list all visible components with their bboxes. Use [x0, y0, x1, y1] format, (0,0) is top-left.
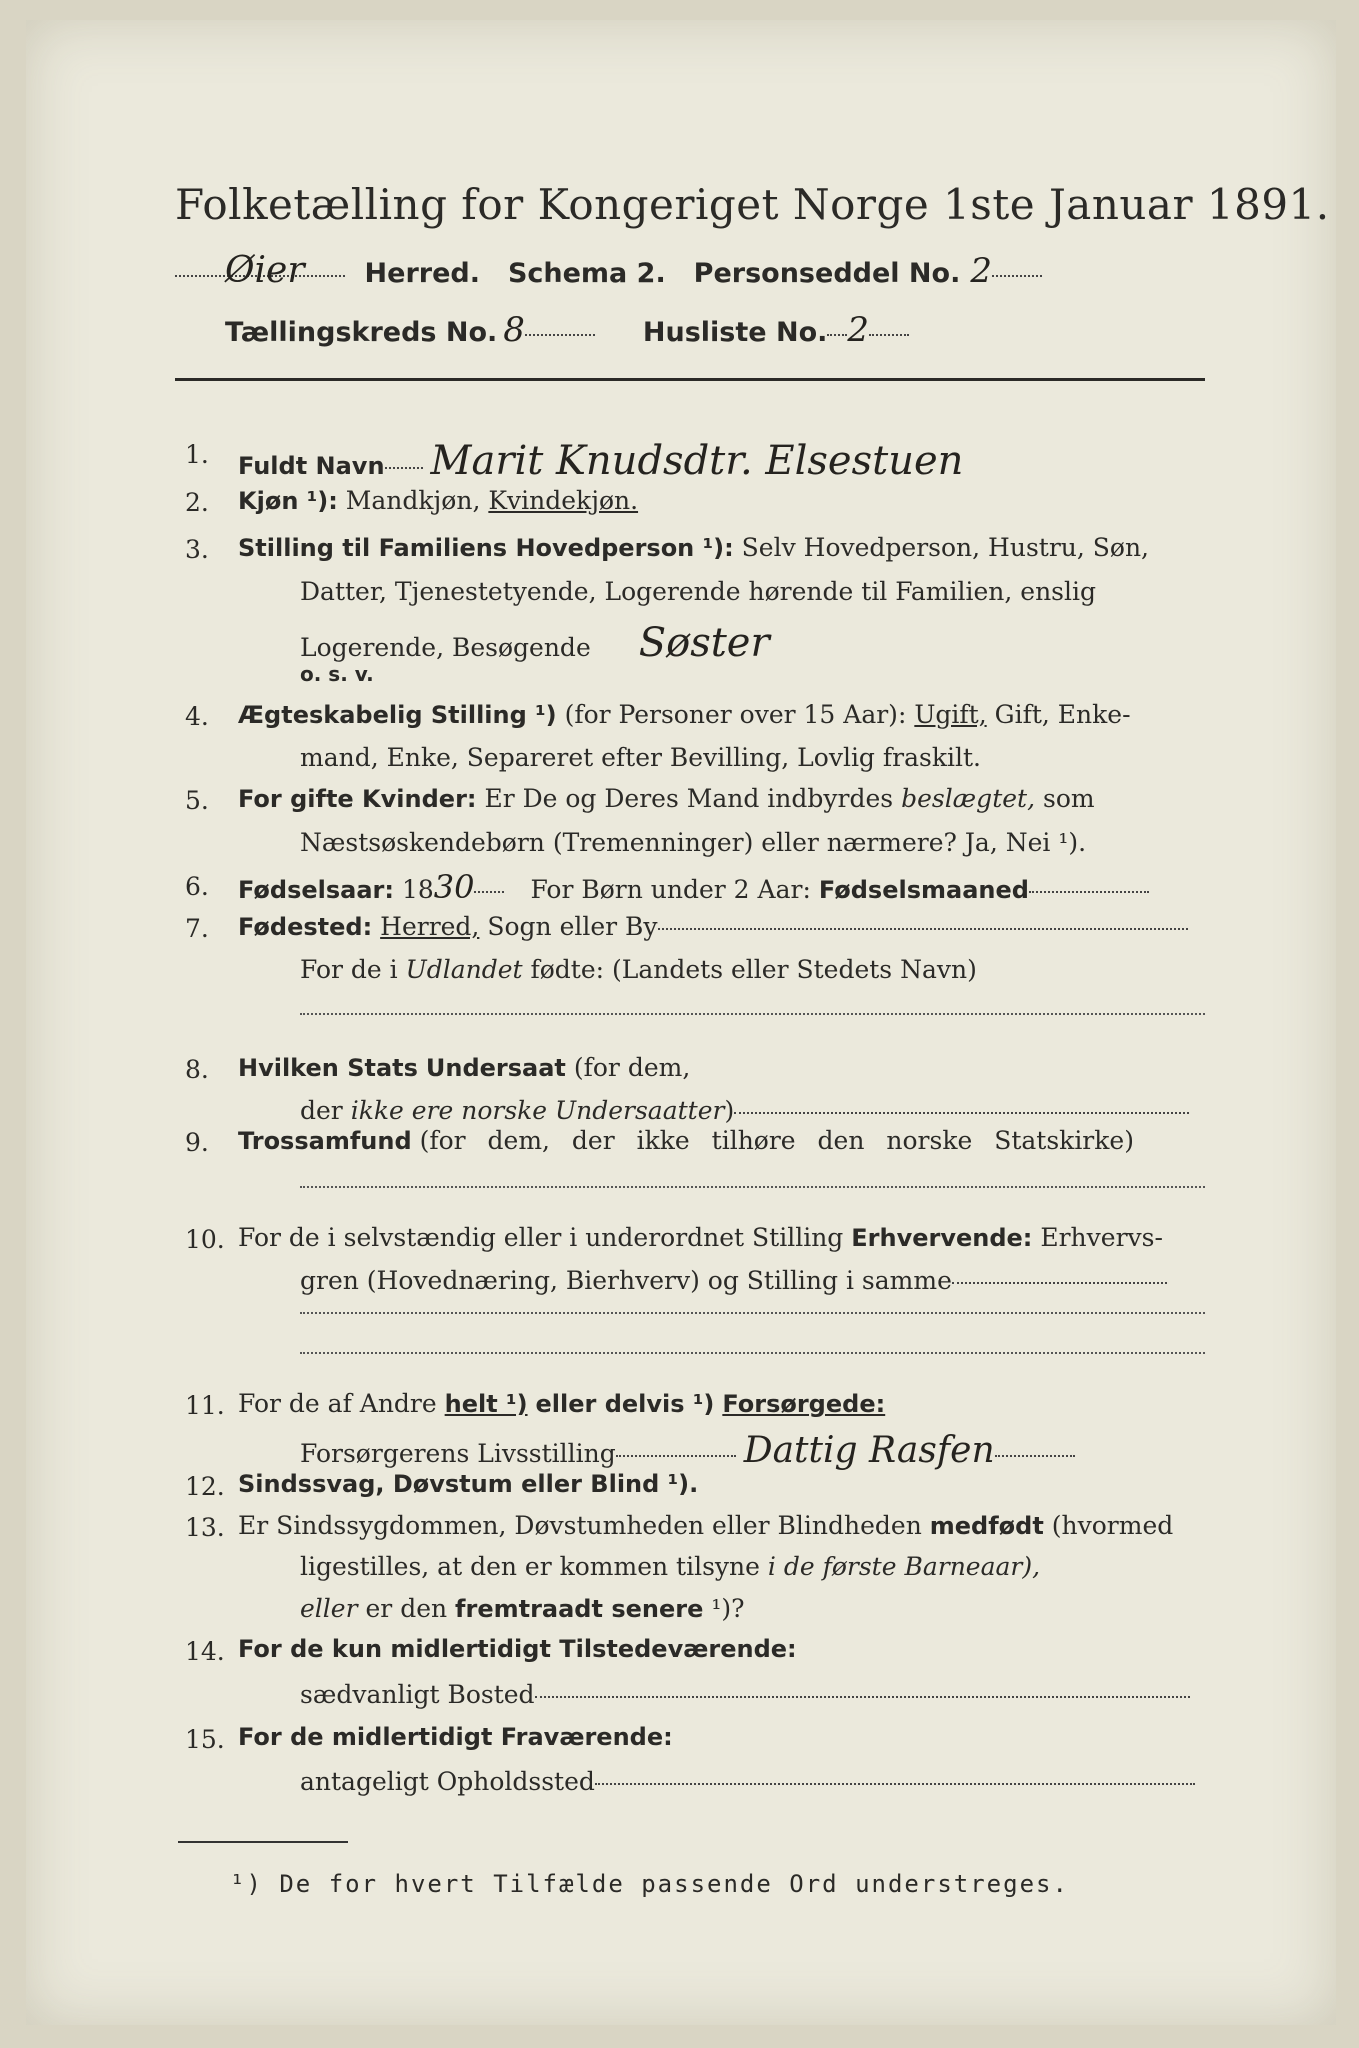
- item-7-number: 7.: [185, 914, 209, 943]
- item-6: [238, 868, 1149, 906]
- item-7-line-1: [238, 912, 1188, 941]
- kreds-value: 8: [503, 310, 525, 350]
- item-3-options-cont: Logerende, Besøgende: [300, 633, 591, 662]
- item-13-line-2: [300, 1552, 1040, 1581]
- item-14-text: sædvanligt Bosted: [300, 1680, 535, 1709]
- item-8-text-italic: ikke ere norske Undersaatter: [350, 1096, 725, 1125]
- item-8-line-1: [238, 1053, 690, 1082]
- item-7-text-italic: Udlandet: [405, 955, 523, 984]
- item-11-value: Dattig Rasfen: [743, 1430, 995, 1471]
- item-14-label: For de kun midlertidigt Tilstedeværende:: [238, 1635, 797, 1663]
- item-7-text-3: fødte: (Landets eller Stedets Navn): [530, 955, 977, 984]
- item-6-number: 6.: [185, 872, 209, 901]
- item-11-label: Forsørgede:: [722, 1390, 886, 1418]
- item-13-text: Er Sindssygdommen, Døvstumheden eller Blindheden: [238, 1511, 922, 1540]
- item-4-number: 4.: [185, 702, 209, 731]
- item-11-option-helt: helt ¹): [444, 1390, 528, 1418]
- item-4-text-2: Gift, Enke-: [994, 700, 1131, 729]
- item-5-text: Er De og Deres Mand indbyrdes: [484, 784, 894, 813]
- item-13-label: medfødt: [929, 1512, 1044, 1540]
- item-4-label: Ægteskabelig Stilling ¹): [238, 701, 557, 729]
- kreds-label: Tællingskreds No.: [225, 317, 498, 348]
- item-14-number: 14.: [185, 1637, 225, 1666]
- item-1-number: 1.: [185, 440, 209, 469]
- item-1-label: Fuldt Navn: [238, 452, 385, 480]
- item-11-text-2: Forsørgerens Livsstilling: [300, 1439, 616, 1468]
- item-13-label-2: fremtraadt senere: [455, 1595, 704, 1623]
- item-10-text: For de i selvstændig eller i underordnet Stilling: [238, 1223, 844, 1252]
- item-9-blank-line: [300, 1186, 1205, 1188]
- item-12-label: Sindssvag, Døvstum eller Blind ¹).: [238, 1470, 699, 1498]
- item-8-text-2: der: [300, 1096, 343, 1125]
- herred-value: Øier: [225, 250, 305, 291]
- item-10-text-3: gren (Hovednæring, Bierhverv) og Stilling i samme: [300, 1266, 952, 1295]
- item-7-line-2: [300, 955, 977, 984]
- item-15-label: For de midlertidigt Fraværende:: [238, 1723, 673, 1751]
- item-10-blank-line-1: [300, 1312, 1205, 1314]
- item-11-number: 11.: [185, 1391, 225, 1420]
- item-8-text-3: ): [724, 1096, 735, 1125]
- item-8-text: (for dem,: [573, 1053, 691, 1082]
- item-5-number: 5.: [185, 786, 209, 815]
- item-2: [238, 486, 638, 515]
- item-11-line-1: [238, 1389, 885, 1418]
- item-9-label: Trossamfund: [238, 1127, 412, 1155]
- item-3-label: Stilling til Familiens Hovedperson ¹):: [238, 534, 734, 562]
- item-13-text-italic-2: eller: [300, 1594, 358, 1623]
- item-13-text-3: ligestilles, at den er kommen tilsyne: [300, 1552, 760, 1581]
- item-5-text-italic: beslægtet,: [901, 784, 1036, 813]
- item-11-text: For de af Andre: [238, 1389, 437, 1418]
- item-9-text: (for dem, der ikke tilhøre den norske Statskirke): [419, 1126, 1134, 1155]
- item-2-option-female: Kvindekjøn.: [488, 486, 639, 515]
- header-line-1: [175, 250, 1042, 291]
- item-4-option-ugift: Ugift,: [914, 700, 987, 729]
- item-11-option-delvis: eller delvis ¹): [535, 1390, 715, 1418]
- item-2-label: Kjøn ¹):: [238, 487, 338, 515]
- husliste-label: Husliste No.: [642, 317, 828, 348]
- item-3-line-3: [300, 620, 770, 666]
- item-3-line-1: [238, 533, 1149, 562]
- item-13-text-2: (hvormed: [1051, 1511, 1174, 1540]
- item-15-number: 15.: [185, 1725, 225, 1754]
- item-10-number: 10.: [185, 1225, 225, 1254]
- item-10-blank-line-2: [300, 1352, 1205, 1354]
- husliste-value: 2: [847, 310, 870, 350]
- item-6-text: For Børn under 2 Aar:: [530, 875, 811, 904]
- header-rule: [175, 378, 1205, 381]
- item-8-label: Hvilken Stats: [238, 1054, 418, 1082]
- item-7-text-2: For de i: [300, 955, 398, 984]
- item-3-number: 3.: [185, 535, 209, 564]
- item-10-label: Erhvervende:: [851, 1224, 1033, 1252]
- item-13-number: 13.: [185, 1513, 225, 1542]
- item-5-line-1: [238, 784, 1095, 813]
- item-3-line-2: Datter, Tjenestetyende, Logerende hørende til Familien, enslig: [300, 577, 1097, 606]
- item-15-line-2: [300, 1767, 1195, 1796]
- item-13-text-4: er den: [365, 1594, 448, 1623]
- header-line-2: [225, 310, 909, 350]
- item-7-blank-line: [300, 1013, 1205, 1015]
- item-14-line-2: [300, 1680, 1190, 1709]
- item-4-line-2: mand, Enke, Separeret efter Bevilling, Lovlig fraskilt.: [300, 743, 981, 772]
- item-12-number: 12.: [185, 1472, 225, 1501]
- item-10-line-1: [238, 1223, 1163, 1252]
- item-3-options: Selv Hovedperson, Hustru, Søn,: [741, 533, 1149, 562]
- item-2-option-male: Mandkjøn,: [345, 486, 481, 515]
- item-4-text: (for Personer over 15 Aar):: [564, 700, 907, 729]
- form-title: Folketælling for Kongeriget Norge 1ste Januar 1891.: [175, 180, 1330, 229]
- item-13-line-3: [300, 1594, 745, 1623]
- item-9-number: 9.: [185, 1128, 209, 1157]
- personseddel-value: 2: [970, 251, 992, 291]
- item-8-label-2: Undersaat: [425, 1054, 566, 1082]
- item-15-text: antageligt Opholdssted: [300, 1767, 595, 1796]
- item-7-option-herred: Herred,: [380, 912, 480, 941]
- item-4-line-1: [238, 700, 1131, 729]
- item-6-label-2: Fødselsmaaned: [818, 876, 1029, 904]
- item-5-line-2: Næstsøskendebørn (Tremenninger) eller nærmere? Ja, Nei ¹).: [300, 828, 1087, 857]
- item-9: [238, 1126, 1134, 1155]
- item-1-value: Marit Knudsdtr. Elsestuen: [430, 438, 964, 484]
- item-7-text: Sogn eller By: [487, 912, 658, 941]
- item-3-value: Søster: [638, 620, 770, 666]
- personseddel-label: Personseddel No.: [693, 258, 961, 289]
- item-8-number: 8.: [185, 1055, 209, 1084]
- footnote: ¹) De for hvert Tilfælde passende Ord understreges.: [230, 1870, 1069, 1898]
- schema-label: Schema 2.: [507, 258, 666, 289]
- item-13-line-1: [238, 1511, 1173, 1540]
- item-13-text-5: ¹)?: [711, 1594, 745, 1623]
- item-10-line-2: [300, 1266, 1167, 1295]
- item-6-label: Fødselsaar:: [238, 876, 394, 904]
- item-2-number: 2.: [185, 488, 209, 517]
- item-5-label: For gifte Kvinder:: [238, 785, 477, 813]
- item-11-line-2: [300, 1430, 1075, 1471]
- footnote-rule: [178, 1841, 348, 1843]
- item-3-osv: o. s. v.: [300, 662, 374, 686]
- item-6-value: 30: [433, 868, 475, 906]
- item-10-text-2: Erhvervs-: [1040, 1223, 1163, 1252]
- item-8-line-2: [300, 1096, 1189, 1125]
- item-13-text-italic: i de første Barneaar),: [767, 1552, 1041, 1581]
- item-7-label: Fødested:: [238, 913, 373, 941]
- item-6-prefix: 18: [401, 875, 434, 904]
- item-1: [238, 438, 963, 484]
- herred-label: Herred.: [364, 258, 480, 289]
- item-5-text-2: som: [1042, 784, 1095, 813]
